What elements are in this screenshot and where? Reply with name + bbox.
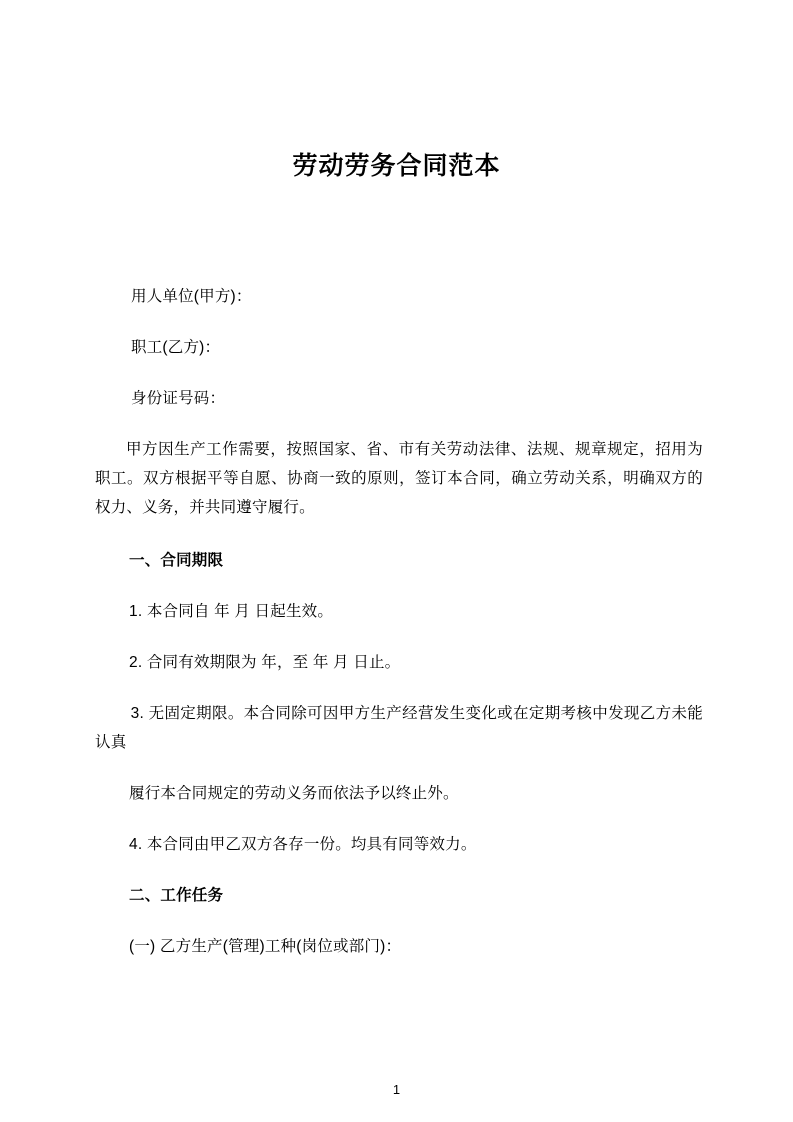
paragraph-clause-1-1: 1. 本合同自 年 月 日起生效。 <box>129 603 334 620</box>
paragraph-preamble: 甲方因生产工作需要，按照国家、省、市有关劳动法律、法规、规章规定，招用为职工。双方根据平等自愿、协商一致的原则，签订本合同，确立劳动关系，明确双方的权力、义务，并共同遵守履行。 <box>95 441 703 516</box>
heading-section-1: 一、合同期限 <box>129 552 224 569</box>
paragraph-party-b: 职工(乙方)： <box>131 339 221 356</box>
paragraph-clause-1-3: 3. 无固定期限。本合同除可因甲方生产经营发生变化或在定期考核中发现乙方未能认真 <box>95 705 703 751</box>
paragraph-clause-1-3-continued: 履行本合同规定的劳动义务而依法予以终止外。 <box>129 785 459 802</box>
paragraph-party-a: 用人单位(甲方)： <box>131 288 252 305</box>
paragraph-clause-1-2: 2. 合同有效期限为 年，至 年 月 日止。 <box>129 654 401 671</box>
paragraph-id-number: 身份证号码： <box>131 390 226 407</box>
heading-section-2: 二、工作任务 <box>129 887 224 904</box>
page-number: 1 <box>392 1082 401 1097</box>
paragraph-clause-1-4: 4. 本合同由甲乙双方各存一份。均具有同等效力。 <box>129 836 477 853</box>
paragraph-clause-2-1: (一) 乙方生产(管理)工种(岗位或部门)： <box>129 938 402 955</box>
page-title: 劳动劳务合同范本 <box>292 151 501 180</box>
document-body <box>95 282 703 983</box>
